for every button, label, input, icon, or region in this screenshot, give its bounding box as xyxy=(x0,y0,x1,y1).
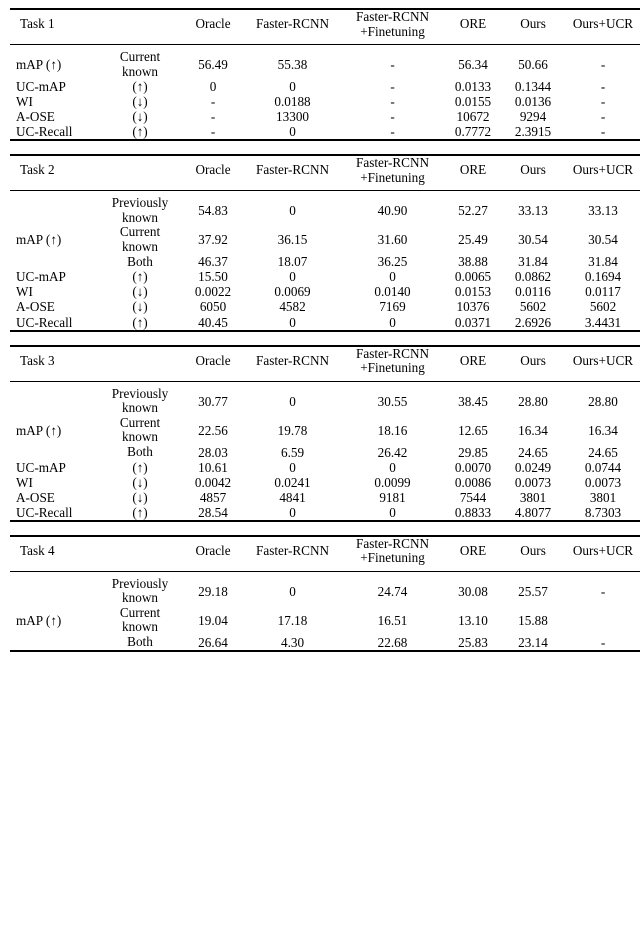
column-header-1: Faster-RCNN xyxy=(244,9,341,39)
table-row xyxy=(10,225,640,254)
data-cell: 2.6926 xyxy=(502,315,564,331)
data-cell: 31.84 xyxy=(588,254,618,270)
data-cell: 17.18 xyxy=(277,612,308,628)
data-cell: 4841 xyxy=(279,489,306,505)
metric-name: UC-mAP xyxy=(16,79,66,95)
data-cell: 4857 xyxy=(199,489,227,505)
data-cell: 25.49 xyxy=(458,232,488,248)
table-header-row xyxy=(10,346,640,376)
data-cell: 0.1694 xyxy=(584,269,622,285)
column-header-0: Oracle xyxy=(182,9,244,39)
metric-name: A-OSE xyxy=(16,299,55,315)
data-cell: - xyxy=(564,124,640,140)
data-cell: 10376 xyxy=(456,299,490,315)
data-cell: 28.03 xyxy=(198,444,228,460)
data-cell: 31.60 xyxy=(377,232,408,248)
metric-qualifier xyxy=(98,50,182,79)
data-cell: 0.0099 xyxy=(374,474,411,490)
data-cell: - xyxy=(600,583,606,599)
metric-qualifier xyxy=(98,387,182,416)
data-cell: 16.34 xyxy=(518,422,548,438)
data-cell: 30.54 xyxy=(518,232,548,248)
table-row xyxy=(10,445,640,460)
column-header-line2: +Finetuning xyxy=(360,169,425,185)
data-cell: 7544 xyxy=(459,489,487,505)
data-cell: - xyxy=(600,57,606,73)
data-cell: 40.45 xyxy=(182,315,244,331)
data-cell: 26.42 xyxy=(377,444,408,460)
data-cell: 0 xyxy=(289,459,296,475)
metric-qualifier xyxy=(98,416,182,445)
task-label: Task 3 xyxy=(10,346,182,376)
table-header-row xyxy=(10,536,640,566)
data-cell: 28.80 xyxy=(518,393,548,409)
data-cell: 0 xyxy=(289,583,296,599)
data-cell: 2.3915 xyxy=(502,124,564,140)
data-cell: 56.34 xyxy=(458,57,488,73)
data-cell: - xyxy=(390,94,395,110)
data-cell: 30.55 xyxy=(377,393,408,409)
metric-qualifier: (↑) xyxy=(132,459,148,475)
metric-name: UC-mAP xyxy=(16,459,66,475)
metric-name: mAP (↑) xyxy=(16,612,62,628)
results-table-task1 xyxy=(10,8,640,141)
column-header-0: Oracle xyxy=(182,346,244,376)
metric-name: A-OSE xyxy=(16,109,55,125)
metric-qualifier xyxy=(98,577,182,606)
data-cell: 0 xyxy=(389,269,396,285)
data-cell: 0 xyxy=(341,315,444,331)
table-row xyxy=(10,460,640,475)
qualifier-line2: known xyxy=(122,209,158,225)
data-cell: 19.78 xyxy=(277,422,308,438)
data-cell: 0.0133 xyxy=(454,79,492,95)
qualifier-line2: known xyxy=(122,590,158,606)
data-cell: 0.0117 xyxy=(585,284,621,300)
data-cell: 12.65 xyxy=(458,422,488,438)
table-row xyxy=(10,475,640,490)
metric-name: WI xyxy=(16,94,33,110)
data-cell: - xyxy=(341,124,444,140)
data-cell xyxy=(564,606,640,635)
column-header-4: Ours xyxy=(502,155,564,185)
metric-qualifier: (↓) xyxy=(132,474,148,490)
data-cell: 50.66 xyxy=(518,57,548,73)
data-cell: - xyxy=(600,109,606,125)
data-cell: 56.49 xyxy=(198,57,228,73)
data-cell: 28.54 xyxy=(182,505,244,521)
data-cell: 13300 xyxy=(276,109,309,125)
data-cell: - xyxy=(390,57,395,73)
data-cell: 10672 xyxy=(456,109,490,125)
qualifier-line1: Previously xyxy=(111,385,169,401)
qualifier-line1: Current xyxy=(119,604,161,620)
data-cell: 8.7303 xyxy=(564,505,640,521)
table-row xyxy=(10,577,640,606)
metric-qualifier xyxy=(98,225,182,254)
table-row xyxy=(10,387,640,416)
column-header-line1: Faster-RCNN xyxy=(356,9,430,24)
qualifier-line1: Previously xyxy=(111,575,169,591)
table-row xyxy=(10,490,640,505)
data-cell: 0 xyxy=(289,79,296,95)
data-cell: 6.59 xyxy=(280,444,305,460)
column-header-2 xyxy=(341,155,444,185)
data-cell: 0 xyxy=(389,459,396,475)
metric-name xyxy=(10,445,98,460)
data-cell: - xyxy=(564,635,640,651)
table-row xyxy=(10,505,640,521)
table-row xyxy=(10,269,640,284)
data-cell: - xyxy=(600,94,606,110)
table-row xyxy=(10,606,640,635)
qualifier-line1: Both xyxy=(127,443,153,459)
column-header-line1: Faster-RCNN xyxy=(356,155,430,171)
metric-name xyxy=(10,577,98,606)
data-cell: 46.37 xyxy=(198,254,228,270)
table-row xyxy=(10,299,640,314)
data-cell: 25.57 xyxy=(518,583,548,599)
data-cell: 0 xyxy=(289,269,296,285)
metric-qualifier xyxy=(98,254,182,269)
table-row xyxy=(10,94,640,109)
data-cell: 24.65 xyxy=(588,444,618,460)
metric-name: UC-Recall xyxy=(10,505,98,521)
data-cell: 0 xyxy=(289,393,296,409)
qualifier-line1: Current xyxy=(119,49,161,65)
table-row xyxy=(10,416,640,445)
data-cell: 22.56 xyxy=(198,422,228,438)
data-cell: 18.16 xyxy=(377,422,408,438)
data-cell: 4582 xyxy=(279,299,306,315)
metric-name: mAP (↑) xyxy=(16,57,62,73)
data-cell: 0.1344 xyxy=(514,79,552,95)
data-cell: 30.08 xyxy=(458,583,488,599)
column-header-line2: +Finetuning xyxy=(360,360,425,376)
task-label: Task 2 xyxy=(10,155,182,185)
results-table-task2 xyxy=(10,154,640,331)
data-cell: 38.88 xyxy=(458,254,488,270)
data-cell: 29.18 xyxy=(198,583,228,599)
metric-qualifier: (↑) xyxy=(98,505,182,521)
metric-name: UC-Recall xyxy=(10,124,98,140)
column-header-4: Ours xyxy=(502,9,564,39)
metric-qualifier: (↑) xyxy=(98,315,182,331)
column-header-line2: +Finetuning xyxy=(360,23,425,39)
metric-qualifier: (↓) xyxy=(132,94,148,110)
data-cell: 3801 xyxy=(589,489,617,505)
data-cell: 33.13 xyxy=(518,203,548,219)
data-cell: 0.0136 xyxy=(514,94,552,110)
metric-qualifier xyxy=(98,606,182,635)
data-cell: 0.0042 xyxy=(194,474,232,490)
metric-name xyxy=(10,635,98,651)
column-header-5: Ours+UCR xyxy=(564,155,640,185)
table-row xyxy=(10,196,640,225)
column-header-1: Faster-RCNN xyxy=(244,155,341,185)
data-cell: 0 xyxy=(244,315,341,331)
data-cell: 33.13 xyxy=(588,203,618,219)
data-cell: 0 xyxy=(289,203,296,219)
column-header-3: ORE xyxy=(444,536,502,566)
metric-name: WI xyxy=(16,474,33,490)
data-cell: 0.7772 xyxy=(444,124,502,140)
table-row xyxy=(10,50,640,79)
metric-name xyxy=(10,254,98,269)
table-row xyxy=(10,254,640,269)
table-header-row xyxy=(10,9,640,39)
column-header-line2: +Finetuning xyxy=(360,550,425,566)
data-cell: 36.25 xyxy=(377,254,408,270)
data-cell: 7169 xyxy=(379,299,406,315)
data-cell: 0.0744 xyxy=(584,459,622,475)
data-cell: 0.0070 xyxy=(454,459,492,475)
tables-container xyxy=(10,8,634,652)
data-cell: 55.38 xyxy=(277,57,308,73)
data-cell: 31.84 xyxy=(518,254,548,270)
column-header-3: ORE xyxy=(444,155,502,185)
data-cell: 13.10 xyxy=(458,612,488,628)
metric-qualifier xyxy=(98,196,182,225)
data-cell: 0.0241 xyxy=(274,474,311,490)
metric-name xyxy=(10,387,98,416)
metric-qualifier xyxy=(98,635,182,651)
column-header-2 xyxy=(341,346,444,376)
task-label: Task 4 xyxy=(10,536,182,566)
metric-qualifier: (↓) xyxy=(132,284,148,300)
qualifier-line2: known xyxy=(122,400,158,416)
data-cell: 0.0073 xyxy=(514,474,552,490)
data-cell: 0.0862 xyxy=(514,269,552,285)
qualifier-line2: known xyxy=(122,63,158,79)
table-row xyxy=(10,635,640,651)
data-cell: 3801 xyxy=(519,489,547,505)
data-cell: - xyxy=(390,79,395,95)
results-table-task4 xyxy=(10,535,640,652)
data-cell: 0.0155 xyxy=(454,94,492,110)
data-cell: 0 xyxy=(244,124,341,140)
metric-name: UC-mAP xyxy=(16,269,66,285)
metric-name: mAP (↑) xyxy=(16,422,62,438)
qualifier-line1: Current xyxy=(119,224,161,240)
data-cell: 0.0073 xyxy=(584,474,622,490)
metric-name: mAP (↑) xyxy=(16,232,62,248)
table-header-row xyxy=(10,155,640,185)
task-label: Task 1 xyxy=(10,9,182,39)
data-cell: 40.90 xyxy=(377,203,408,219)
data-cell: 15.50 xyxy=(198,269,228,285)
data-cell: 0.0153 xyxy=(454,284,492,300)
data-cell: 10.61 xyxy=(198,459,228,475)
metric-qualifier: (↓) xyxy=(132,299,148,315)
data-cell: 0 xyxy=(341,505,444,521)
data-cell: 0.0069 xyxy=(274,284,311,300)
results-table-task3 xyxy=(10,345,640,522)
column-header-0: Oracle xyxy=(182,155,244,185)
table-row xyxy=(10,315,640,331)
data-cell: 4.30 xyxy=(244,635,341,651)
qualifier-line2: known xyxy=(122,619,158,635)
data-cell: 52.27 xyxy=(458,203,488,219)
data-cell: 24.65 xyxy=(518,444,548,460)
data-cell: 24.74 xyxy=(377,583,408,599)
column-header-line1: Faster-RCNN xyxy=(356,535,430,551)
data-cell: 18.07 xyxy=(277,254,308,270)
data-cell: 37.92 xyxy=(198,232,228,248)
data-cell: 23.14 xyxy=(502,635,564,651)
metric-qualifier: (↓) xyxy=(132,489,148,505)
qualifier-line1: Both xyxy=(127,634,153,650)
column-header-4: Ours xyxy=(502,346,564,376)
data-cell: 0.0086 xyxy=(454,474,492,490)
data-cell: 30.54 xyxy=(588,232,618,248)
data-cell: - xyxy=(210,109,216,125)
qualifier-line2: known xyxy=(122,238,158,254)
column-header-5: Ours+UCR xyxy=(564,9,640,39)
column-header-5: Ours+UCR xyxy=(564,346,640,376)
data-cell: 0.0249 xyxy=(514,459,552,475)
data-cell: 16.51 xyxy=(377,612,408,628)
data-cell: 5602 xyxy=(589,299,617,315)
data-cell: 0.0140 xyxy=(374,284,411,300)
data-cell: 0 xyxy=(209,79,217,95)
data-cell: - xyxy=(600,79,606,95)
column-header-0: Oracle xyxy=(182,536,244,566)
data-cell: 38.45 xyxy=(458,393,488,409)
data-cell: 0.8833 xyxy=(444,505,502,521)
table-row xyxy=(10,109,640,124)
data-cell: - xyxy=(182,124,244,140)
data-cell: 9181 xyxy=(379,489,406,505)
data-cell: 29.85 xyxy=(458,444,488,460)
qualifier-line1: Previously xyxy=(111,195,169,211)
table-row xyxy=(10,79,640,94)
data-cell: 0.0188 xyxy=(274,94,311,110)
data-cell: 6050 xyxy=(199,299,227,315)
column-header-2 xyxy=(341,536,444,566)
data-cell: 0.0116 xyxy=(515,284,551,300)
metric-name: WI xyxy=(16,284,33,300)
data-cell: 0.0371 xyxy=(444,315,502,331)
metric-name: UC-Recall xyxy=(10,315,98,331)
column-header-5: Ours+UCR xyxy=(564,536,640,566)
column-header-line1: Faster-RCNN xyxy=(356,345,430,361)
qualifier-line2: known xyxy=(122,429,158,445)
column-header-1: Faster-RCNN xyxy=(244,536,341,566)
table-row xyxy=(10,284,640,299)
data-cell: 5602 xyxy=(519,299,547,315)
data-cell: 16.34 xyxy=(588,422,618,438)
data-cell: - xyxy=(210,94,216,110)
data-cell: 30.77 xyxy=(198,393,228,409)
qualifier-line1: Both xyxy=(127,253,153,269)
qualifier-line1: Current xyxy=(119,414,161,430)
column-header-3: ORE xyxy=(444,9,502,39)
column-header-3: ORE xyxy=(444,346,502,376)
metric-name xyxy=(10,196,98,225)
data-cell: 4.8077 xyxy=(502,505,564,521)
data-cell: - xyxy=(390,109,395,125)
data-cell: 25.83 xyxy=(444,635,502,651)
column-header-1: Faster-RCNN xyxy=(244,346,341,376)
data-cell: 36.15 xyxy=(277,232,308,248)
data-cell: 26.64 xyxy=(182,635,244,651)
data-cell: 15.88 xyxy=(518,612,548,628)
data-cell: 0 xyxy=(244,505,341,521)
data-cell: 0.0022 xyxy=(194,284,232,300)
data-cell: 3.4431 xyxy=(564,315,640,331)
metric-qualifier: (↓) xyxy=(132,109,148,125)
data-cell: 9294 xyxy=(519,109,547,125)
metric-qualifier xyxy=(98,445,182,460)
metric-qualifier: (↑) xyxy=(98,124,182,140)
data-cell: 54.83 xyxy=(198,203,228,219)
metric-qualifier: (↑) xyxy=(132,269,148,285)
data-cell: 19.04 xyxy=(198,612,228,628)
data-cell: 28.80 xyxy=(588,393,618,409)
table-row xyxy=(10,124,640,140)
data-cell: 22.68 xyxy=(341,635,444,651)
column-header-2 xyxy=(341,9,444,39)
data-cell: 0.0065 xyxy=(454,269,492,285)
column-header-4: Ours xyxy=(502,536,564,566)
metric-qualifier: (↑) xyxy=(132,79,148,95)
metric-name: A-OSE xyxy=(16,489,55,505)
